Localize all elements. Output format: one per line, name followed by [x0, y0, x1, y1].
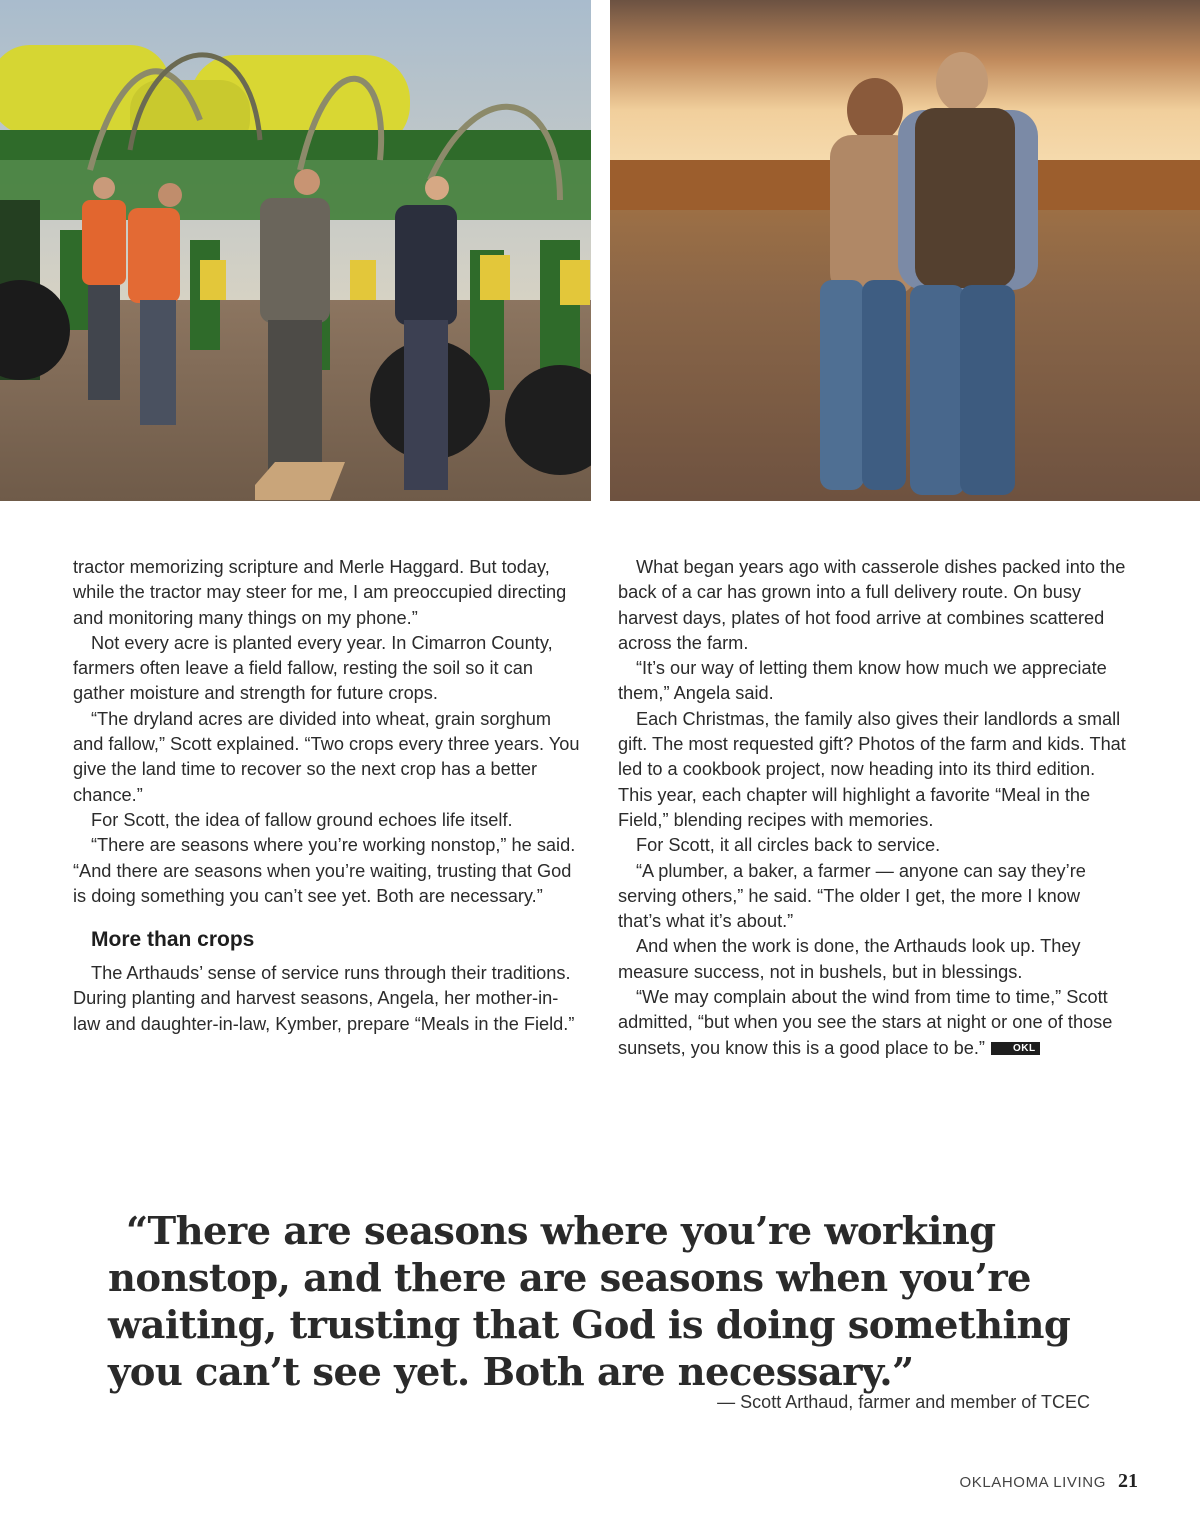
paragraph-final-text: “We may complain about the wind from time to time,” Scott admitted, “but when you see the stars at night or one of those sunsets, you know this is a good place to be.” [618, 987, 1113, 1058]
photo-farm-crew [0, 0, 591, 501]
paragraph: tractor memorizing scripture and Merle Haggard. But today, while the tractor may steer for me, I am preoccupied directing and monitoring many things on my phone.” [73, 557, 567, 628]
pull-quote: “There are seasons where you’re working nonstop, and there are seasons when you’re waiting, trusting that God is doing something you can’t see yet. Both are necessary.” [108, 1209, 1071, 1395]
photo-couple-sunset [610, 0, 1200, 501]
page-number: 21 [1118, 1470, 1138, 1492]
paragraph: “A plumber, a baker, a farmer — anyone can say they’re serving others,” he said. “The older I get, the more I know that’s what it’s about.” [618, 860, 1086, 932]
farm-crew-illustration [0, 0, 591, 501]
article-column-right [618, 555, 1128, 1061]
paragraph: “It’s our way of letting them know how much we appreciate them,” Angela said. [618, 658, 1107, 704]
subheading: More than crops [91, 928, 255, 952]
page-footer [959, 1470, 1138, 1493]
paragraph: Each Christmas, the family also gives their landlords a small gift. The most requested gift? Photos of the farm and kids. That led to a cookbook project, now heading into its third edition. This year, each chapter will highlight a favorite “Meal in the Field,” blending recipes with memories. [618, 708, 1126, 830]
okl-end-mark: OKL [991, 1042, 1040, 1055]
paragraph: And when the work is done, the Arthauds look up. They measure success, not in bushels, but in blessings. [618, 936, 1081, 982]
couple-sunset-illustration [610, 0, 1200, 501]
paragraph: “The dryland acres are divided into wheat, grain sorghum and fallow,” Scott explained. “Two crops every three years. You give the land time to recover so the next crop has a better chance.” [73, 708, 580, 805]
paragraph: The Arthauds’ sense of service runs through their traditions. During planting and harvest seasons, Angela, her mother-in-law and daughter-in-law, Kymber, prepare “Meals in the Field.” [73, 963, 575, 1034]
paragraph: What began years ago with casserole dishes packed into the back of a car has grown into a full delivery route. On busy harvest days, plates of hot food arrive at combines scattered across the farm. [618, 557, 1126, 653]
paragraph-final [618, 985, 1128, 1061]
article-column-left [73, 555, 583, 1037]
paragraph: Not every acre is planted every year. In Cimarron County, farmers often leave a field fallow, resting the soil so it can gather moisture and strength for future crops. [73, 632, 553, 704]
paragraph: For Scott, it all circles back to service. [636, 835, 941, 856]
paragraph: For Scott, the idea of fallow ground echoes life itself. [91, 809, 513, 830]
paragraph: “There are seasons where you’re working nonstop,” he said. “And there are seasons when you’re waiting, trusting that God is doing something you can’t see yet. Both are necessary.” [73, 835, 576, 906]
magazine-name: OKLAHOMA LIVING [959, 1474, 1106, 1491]
pull-quote-attribution: — Scott Arthaud, farmer and member of TCEC [717, 1392, 1090, 1412]
